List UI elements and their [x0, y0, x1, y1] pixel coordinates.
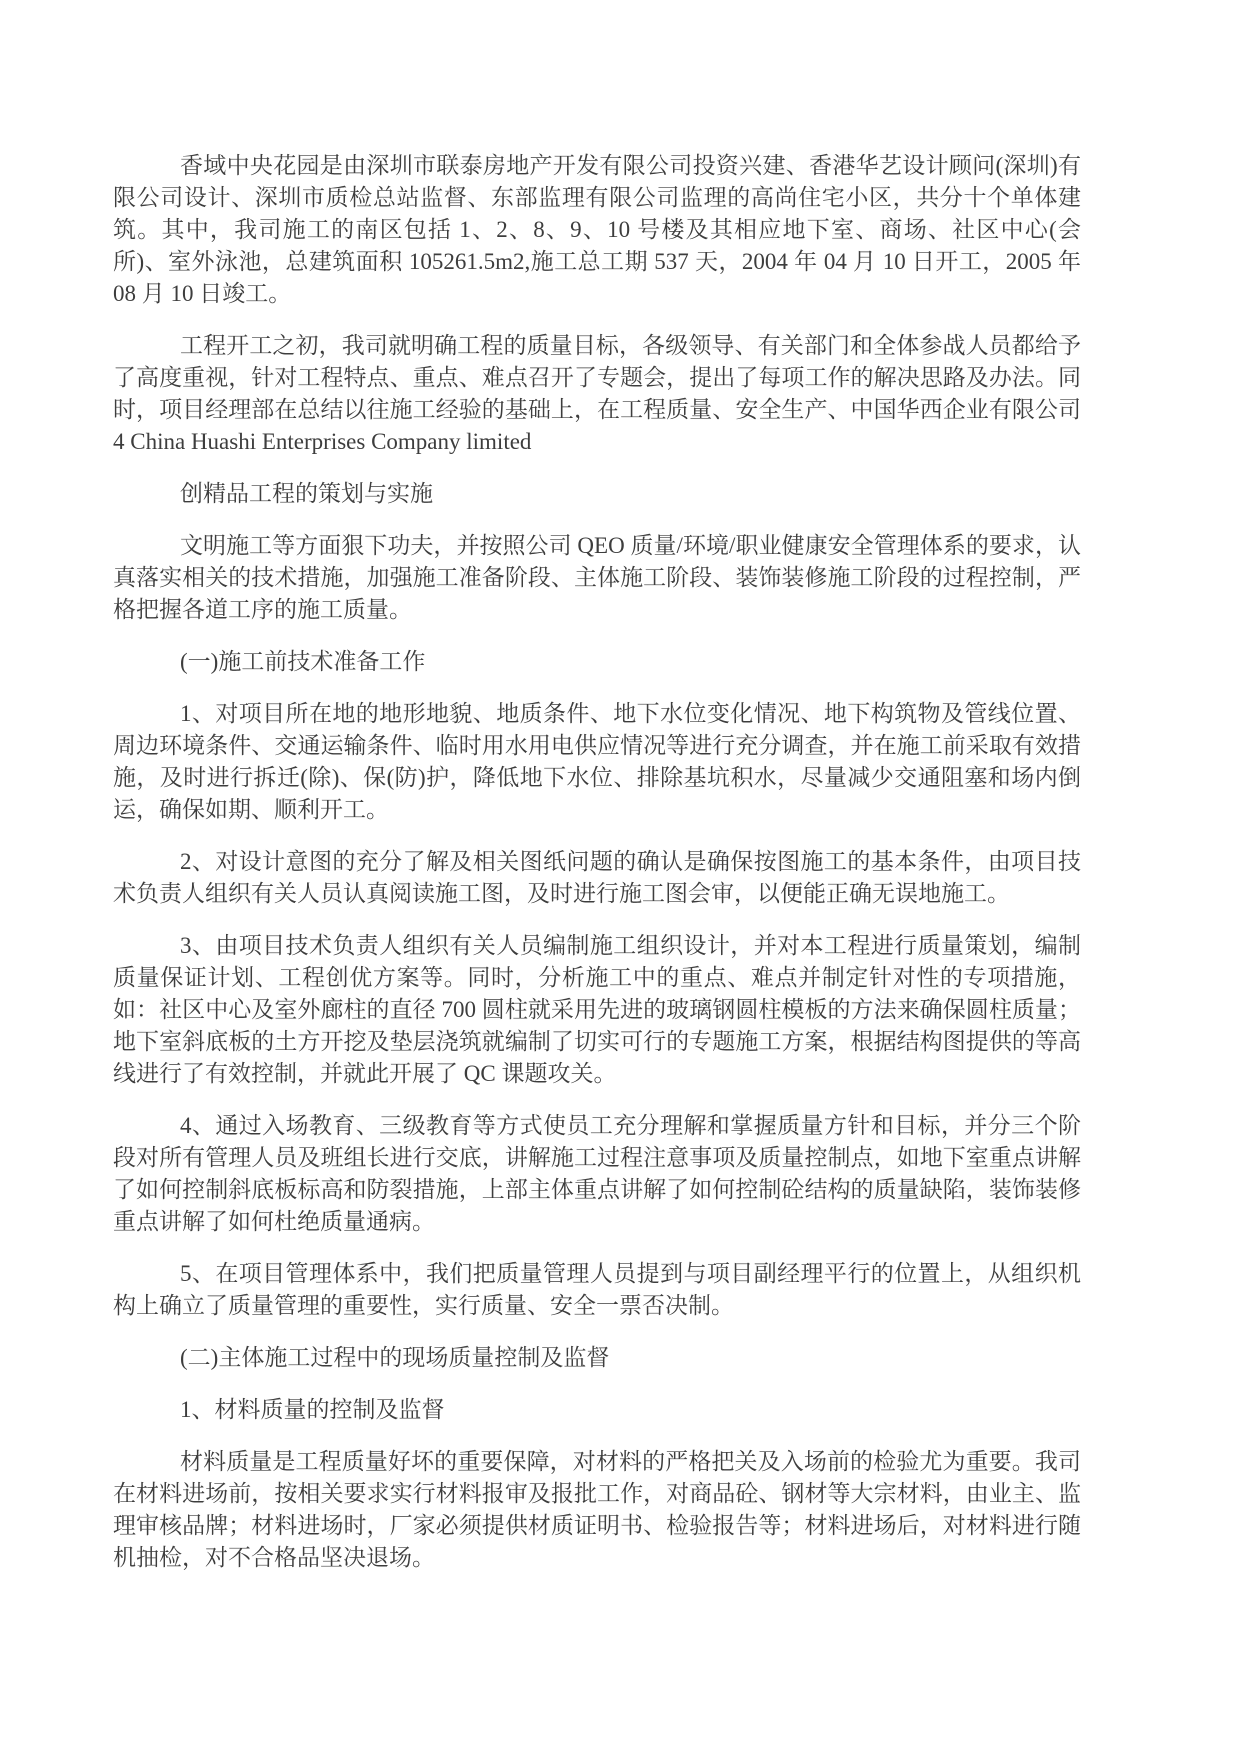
paragraph-item-5-management-system: 5、在项目管理体系中，我们把质量管理人员提到与项目副经理平行的位置上，从组织机构上确立了质量管理的重要性，实行质量、安全一票否决制。	[113, 1261, 1081, 1318]
paragraph-item-3-construction-design: 3、由项目技术负责人组织有关人员编制施工组织设计，并对本工程进行质量策划，编制质量保证计划、工程创优方案等。同时，分析施工中的重点、难点并制定针对性的专项措施，如：社区中心及室外廊柱的直径 700 圆柱就采用先进的玻璃钢圆柱模板的方法来确保圆柱质量；地下室斜底板的土方开挖及垫层浇筑就编制了切实可行的专题施工方案，根据结构图提供的等高线进行了有效控制，并就此开展了 QC 课题攻关。	[113, 933, 1081, 1086]
paragraph-item-4-training: 4、通过入场教育、三级教育等方式使员工充分理解和掌握质量方针和目标，并分三个阶段对所有管理人员及班组长进行交底，讲解施工过程注意事项及质量控制点，如地下室重点讲解了如何控制斜底板标高和防裂措施，上部主体重点讲解了如何控制砼结构的质量缺陷，装饰装修重点讲解了如何杜绝质量通病。	[113, 1113, 1081, 1234]
heading-section-2-site-quality-control: (二)主体施工过程中的现场质量控制及监督	[180, 1345, 610, 1370]
paragraph-quality-goals: 工程开工之初，我司就明确工程的质量目标，各级领导、有关部门和全体参战人员都给予了高度重视，针对工程特点、重点、难点召开了专题会，提出了每项工作的解决思路及办法。同时，项目经理部在总结以往施工经验的基础上，在工程质量、安全生产、中国华西企业有限公司 4 China Huashi Enterprises Company limited	[113, 333, 1081, 454]
paragraph-project-overview: 香域中央花园是由深圳市联泰房地产开发有限公司投资兴建、香港华艺设计顾问(深圳)有限公司设计、深圳市质检总站监督、东部监理有限公司监理的高尚住宅小区，共分十个单体建筑。其中，我司施工的南区包括 1、2、8、9、10 号楼及其相应地下室、商场、社区中心(会所)、室外泳池，总建筑面积 105261.5m2,施工总工期 537 天，2004 年 04 月 10 日开工，2005 年 08 月 10 日竣工。	[113, 153, 1081, 306]
paragraph-material-quality: 材料质量是工程质量好坏的重要保障，对材料的严格把关及入场前的检验尤为重要。我司在材料进场前，按相关要求实行材料报审及报批工作，对商品砼、钢材等大宗材料，由业主、监理审核品牌；材料进场时，厂家必须提供材质证明书、检验报告等；材料进场后，对材料进行随机抽检，对不合格品坚决退场。	[113, 1449, 1081, 1570]
heading-section-1-pre-construction: (一)施工前技术准备工作	[180, 649, 426, 674]
heading-material-quality-control: 1、材料质量的控制及监督	[180, 1397, 445, 1422]
paragraph-qeo-management-system: 文明施工等方面狠下功夫，并按照公司 QEO 质量/环境/职业健康安全管理体系的要求，认真落实相关的技术措施，加强施工准备阶段、主体施工阶段、装饰装修施工阶段的过程控制，严格把握各道工序的施工质量。	[113, 533, 1081, 622]
paragraph-item-2-drawing-review: 2、对设计意图的充分了解及相关图纸问题的确认是确保按图施工的基本条件，由项目技术负责人组织有关人员认真阅读施工图，及时进行施工图会审，以便能正确无误地施工。	[113, 849, 1081, 906]
document-body	[113, 150, 1081, 1574]
heading-boutique-project-plan: 创精品工程的策划与实施	[180, 481, 433, 506]
paragraph-item-1-site-survey: 1、对项目所在地的地形地貌、地质条件、地下水位变化情况、地下构筑物及管线位置、周边环境条件、交通运输条件、临时用水用电供应情况等进行充分调查，并在施工前采取有效措施，及时进行拆迁(除)、保(防)护，降低地下水位、排除基坑积水，尽量减少交通阻塞和场内倒运，确保如期、顺利开工。	[113, 701, 1081, 822]
